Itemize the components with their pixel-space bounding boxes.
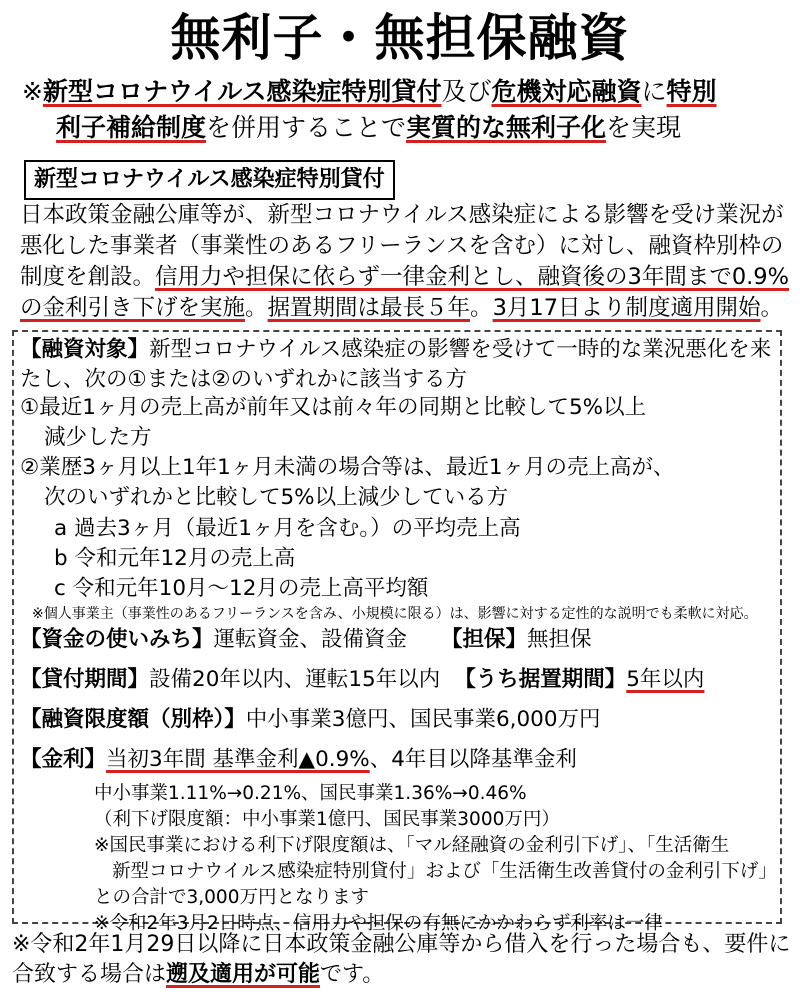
footer-note: [12, 930, 792, 990]
collateral-label: 【担保】: [441, 627, 528, 652]
eligibility-line-1: [20, 336, 771, 364]
rate-note-1a: ※国民事業における利下げ限度額は、「マル経融資の金利引下げ」、「生活衛生: [94, 835, 730, 856]
criterion-2-cont: 次のいずれかと比較して5%以上減少している方: [44, 485, 509, 510]
subtitle-zero-interest: 実質的な無利子化: [406, 113, 607, 142]
description: [20, 200, 790, 324]
subtitle: [22, 74, 792, 146]
footer-retroactive: 遡及適用が可能: [166, 962, 321, 987]
rate-detail-1: 中小事業1.11%→0.21%、国民事業1.36%→0.46%: [94, 783, 527, 804]
rate-line: [20, 746, 577, 774]
subtitle-realize: を実現: [606, 113, 682, 142]
rate-value-initial: 当初3年間 基準金利▲0.9%: [106, 747, 370, 772]
subtitle-special: 特別: [666, 77, 717, 106]
eligibility-note: ※個人事業主（事業性のあるフリーランスを含み、小規模に限る）は、影響に対する定性的な説明でも柔軟に対応。: [32, 606, 758, 622]
rate-label: 【金利】: [20, 747, 107, 772]
rate-note-1c: との合計で3,000万円となります: [94, 887, 369, 908]
section-heading: 新型コロナウイルス感染症特別貸付: [24, 160, 395, 200]
criterion-1-cont: 減少した方: [44, 425, 152, 450]
description-punct: 。: [760, 295, 784, 321]
eligibility-text: 新型コロナウイルス感染症の影響を受けて一時的な業況悪化を来: [149, 337, 772, 362]
limit-value: 中小事業3億円、国民事業6,000万円: [245, 707, 601, 732]
rate-detail-2: （利下げ限度額：中小事業1億円、国民事業3000万円）: [94, 809, 560, 830]
subtitle-mark: ※: [22, 77, 43, 106]
description-start-date: 3月17日より制度適用開始: [492, 295, 761, 321]
rate-value-rest: 、4年目以降基準金利: [369, 747, 577, 772]
eligibility-label: 【融資対象】: [20, 337, 150, 362]
rate-note-1b: 新型コロナウイルス感染症特別貸付」および「生活衛生改善貸付の金利引下げ」: [112, 861, 777, 882]
term-line: [20, 666, 704, 694]
description-rate-cut: 信用力や担保に依らず一律金利とし、融資後の3年間まで0.9%の金利引き下げを実施: [20, 264, 789, 321]
funds-label: 【資金の使いみち】: [20, 627, 214, 652]
subtitle-loan-name: 新型コロナウイルス感染症特別貸付: [42, 77, 442, 106]
eligibility-line-2: たし、次の①または②のいずれかに該当する方: [20, 367, 468, 392]
description-punct: 。: [245, 295, 268, 321]
rate-note-2: ※令和2年3月2日時点、信用力や担保の有無にかかわらず利率は一律: [94, 913, 663, 934]
footer-end: です。: [320, 962, 385, 987]
criterion-2: ②業歴3ヶ月以上1年1ヶ月未満の場合等は、最近1ヶ月の売上高が、: [20, 455, 675, 480]
details-box: [12, 330, 782, 934]
subtitle-combined: を併用することで: [206, 113, 407, 142]
subtitle-interest-subsidy: 利子補給制度: [56, 113, 207, 142]
description-grace: 据置期間は最長５年: [267, 295, 471, 321]
page-title: 無利子・無担保融資: [170, 9, 630, 67]
description-intro: 日本政策金融公庫等が、新型コロナウイルス感染症による影響を受け業況が悪化した事業者（事業性のあるフリーランスを含む）に対し、融資枠別枠の制度を創設。: [20, 202, 784, 290]
term-value: 設備20年以内、運転15年以内: [149, 667, 441, 692]
term-label: 【貸付期間】: [20, 667, 150, 692]
option-b: b 令和元年12月の売上高: [54, 546, 296, 571]
criterion-1: ①最近1ヶ月の売上高が前年又は前々年の同期と比較して5%以上: [20, 395, 647, 420]
funds-line: [20, 626, 592, 654]
subtitle-ni: に: [641, 77, 667, 106]
subtitle-and: 及び: [441, 77, 492, 106]
grace-label: 【うち据置期間】: [454, 667, 627, 692]
limit-line: [20, 706, 601, 734]
collateral-value: 無担保: [527, 627, 592, 652]
funds-value: 運転資金、設備資金: [213, 627, 408, 652]
subtitle-crisis-loan: 危機対応融資: [491, 77, 642, 106]
option-c: c 令和元年10月～12月の売上高平均額: [54, 576, 429, 601]
description-punct: 。: [470, 295, 493, 321]
grace-value: 5年以内: [626, 667, 705, 692]
option-a: a 過去3ヶ月（最近1ヶ月を含む。）の平均売上高: [54, 516, 521, 541]
limit-label: 【融資限度額（別枠）】: [20, 707, 246, 732]
footer-text: ※令和2年1月29日以降に日本政策金融公庫等から借入を行った場合も、要件に合致する場合は: [12, 932, 791, 987]
